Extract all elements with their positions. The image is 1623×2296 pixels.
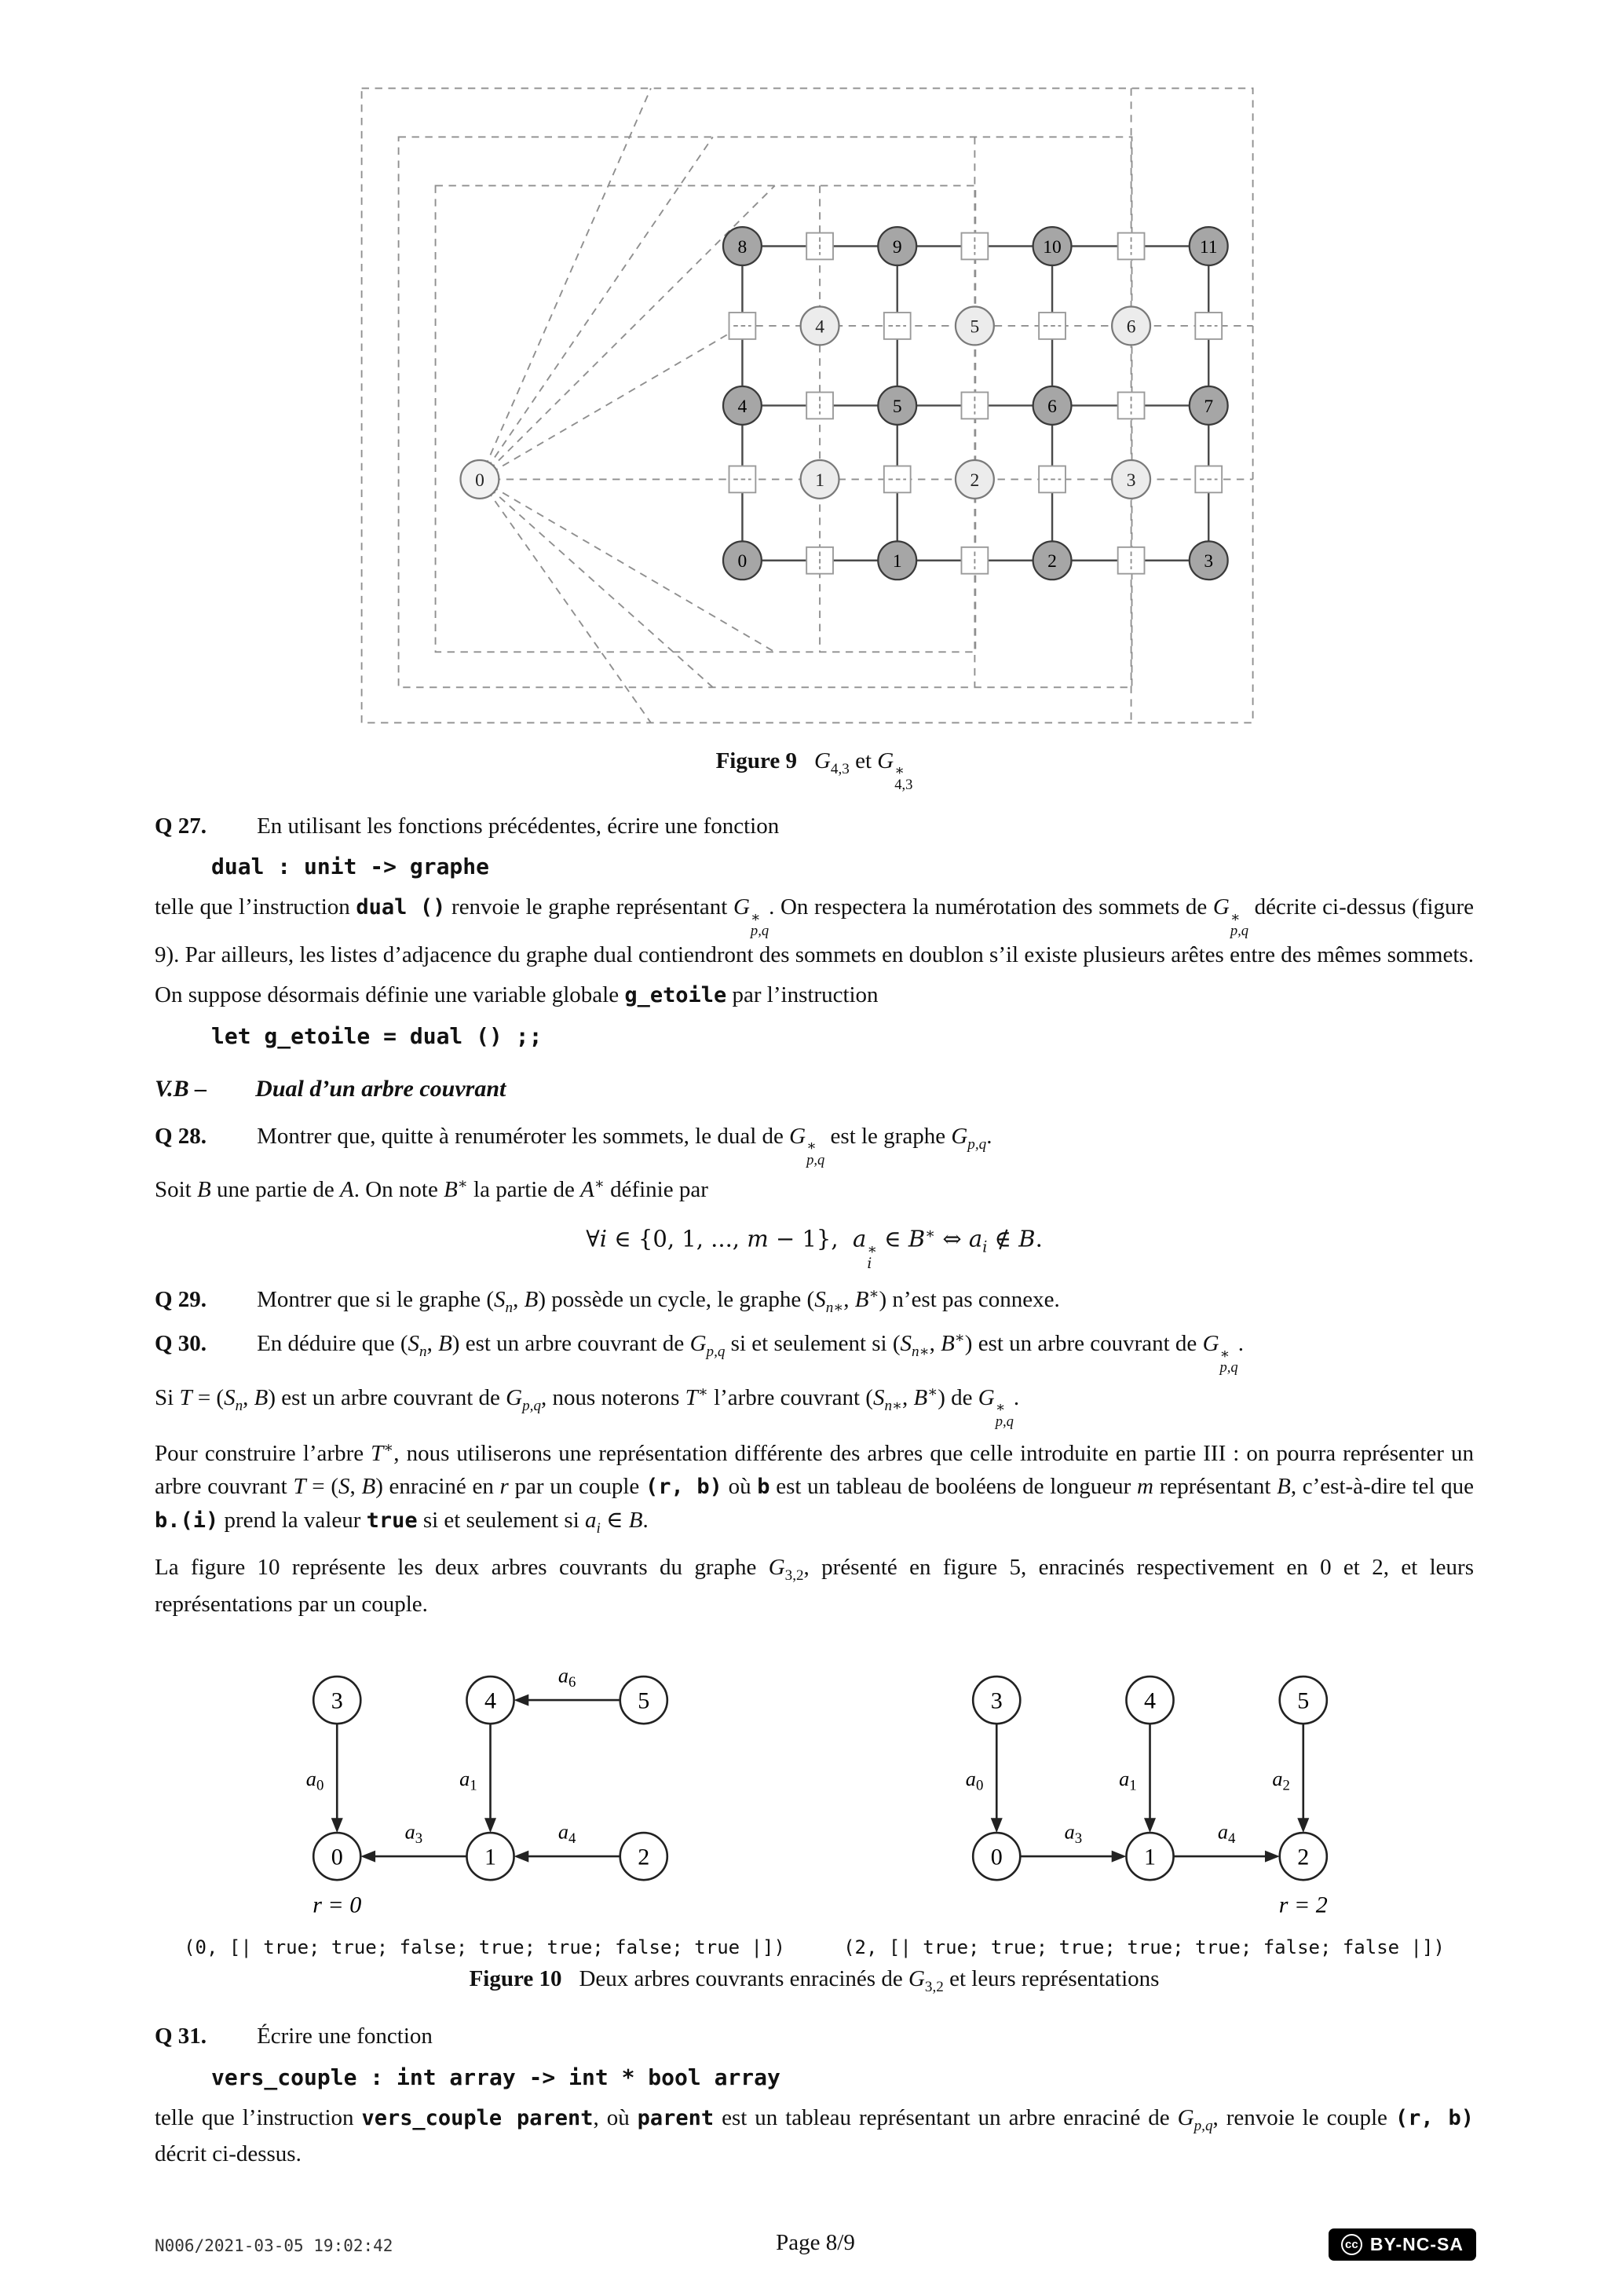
figure10-tree-rooted-2 <box>923 1641 1365 1930</box>
q30-label: Q 30. <box>155 1331 207 1357</box>
svg-text:a1: $a_1$ <box>459 1768 477 1795</box>
svg-text:1: 1 <box>892 551 902 572</box>
svg-text:a0: $a_0$ <box>305 1768 324 1795</box>
svg-text:a4: $a_4$ <box>557 1821 576 1848</box>
paragraph-pour: Pour construire l’arbre T∗, nous utiliserons une représentation différente des arbres que celle introduite en partie III : on pourra représenter un arbre couvrant T = (S, B) enraciné en r par un couple (r, b) où b est un tableau de booléens de longueur m représentant B, c’est-à-dire tel que b.(i) prend la valeur true si et seulement si $a_i$ ∈ B. <box>155 1439 1475 1537</box>
page-footer <box>155 2228 1476 2265</box>
paragraph-q29 <box>155 1283 1474 1319</box>
paragraph-soit: Soit B une partie de A. On note B∗ la partie de A∗ définie par <box>155 1175 708 1203</box>
q28-label: Q 28. <box>155 1123 207 1149</box>
paragraph-q30 <box>155 1327 1474 1375</box>
paragraph-fig10-intro: La figure 10 représente les deux arbres couvrants du graphe $G_{3,2}$, présenté en figure 5, enracinés respectivement en 0 et 2, et leurs représentations par un couple. <box>155 1555 1474 1617</box>
svg-text:3: 3 <box>1203 551 1213 572</box>
svg-text:4: 4 <box>484 1687 497 1714</box>
page-number: Page 8/9 <box>776 2230 855 2255</box>
section-vb-heading <box>155 1076 1474 1102</box>
svg-text:a1: $a_1$ <box>1119 1768 1137 1795</box>
tree1-couple-representation: (2, [| true; true; true; true; true; false; false |]) <box>843 1936 1445 1959</box>
paragraph-q31 <box>155 2020 1474 2053</box>
svg-text:3: 3 <box>990 1687 1003 1714</box>
q27-intro-text: En utilisant les fonctions précédentes, écrire une fonction <box>257 813 780 839</box>
svg-text:0: 0 <box>990 1844 1003 1870</box>
paragraph-q28 <box>155 1120 1474 1168</box>
figure10-caption-label: Figure 10 <box>469 1966 562 1992</box>
svg-text:0: 0 <box>474 470 484 491</box>
svg-text:5: 5 <box>638 1687 650 1714</box>
q29-text: Montrer que si le graphe ($S_n$, B) possède un cycle, le graphe ($S_{n∗}$, B∗) n’est pas connexe. <box>257 1285 1060 1317</box>
figure10 <box>155 1641 1474 1958</box>
svg-text:3: 3 <box>1126 470 1135 491</box>
figure10-left-tree <box>155 1641 814 1958</box>
svg-text:0: 0 <box>737 551 747 572</box>
svg-text:4: 4 <box>1144 1687 1157 1714</box>
svg-text:a4: $a_4$ <box>1217 1821 1236 1848</box>
svg-text:1: 1 <box>1144 1844 1157 1870</box>
q28-text: Montrer que, quitte à renuméroter les sommets, le dual de G ∗ p,q est le graphe $G_{p,q}$. <box>257 1123 992 1168</box>
paragraph-suppose: On suppose désormais définie une variable globale g_etoile par l’instruction <box>155 982 879 1007</box>
svg-text:0: 0 <box>331 1844 343 1870</box>
svg-text:2: 2 <box>638 1844 650 1870</box>
svg-text:2: 2 <box>970 470 979 491</box>
footer-version-stamp: N006/2021-03-05 19:02:42 <box>155 2236 393 2255</box>
q30-text: En déduire que ($S_n$, B) est un arbre couvrant de $G_{p,q}$ si et seulement si ($S_{n∗}$, B∗) est un arbre couvrant de G ∗ p,q . <box>257 1329 1244 1377</box>
figure9-grid-graph-diagram <box>342 69 1287 740</box>
svg-text:3: 3 <box>331 1687 343 1714</box>
svg-text:6: 6 <box>1126 316 1135 338</box>
svg-text:5: 5 <box>970 316 979 338</box>
figure9-caption-math: $G_{4,3}$ et G ∗ 4,3 <box>813 748 913 793</box>
svg-text:a3: $a_3$ <box>404 1821 423 1848</box>
code-dual-signature: dual : unit -> graphe <box>211 854 490 880</box>
svg-text:2: 2 <box>1047 551 1057 572</box>
section-vb-title: Dual d’un arbre couvrant <box>255 1075 506 1102</box>
figure9 <box>155 69 1474 792</box>
svg-text:1: 1 <box>814 470 824 491</box>
svg-text:4: 4 <box>737 396 747 417</box>
display-math-dual-edges: ∀i ∈ {0, 1, ..., m − 1}, a ∗ i ∈ B∗ ⇔ $a_i$ ∉ B. <box>586 1224 1043 1272</box>
svg-text:10: 10 <box>1042 236 1062 258</box>
svg-text:a3: $a_3$ <box>1064 1821 1083 1848</box>
q27-label: Q 27. <box>155 813 207 839</box>
figure10-caption <box>155 1966 1474 1996</box>
cc-icon <box>1341 2234 1362 2255</box>
figure10-caption-text: Deux arbres couvrants enracinés de $G_{3,2}$ et leurs représentations <box>579 1966 1160 1996</box>
svg-text:a6: $a_6$ <box>557 1665 576 1691</box>
cc-license-text: BY-NC-SA <box>1369 2234 1464 2254</box>
svg-text:a0: $a_0$ <box>965 1768 984 1795</box>
svg-text:4: 4 <box>814 316 824 338</box>
svg-text:7: 7 <box>1203 396 1213 417</box>
q31-label: Q 31. <box>155 2024 207 2049</box>
svg-text:r = 2: r = 2 <box>1278 1892 1328 1918</box>
paragraph-si: Si $T = (S_n$, B) est un arbre couvrant de $G_{p,q}$, nous noterons T∗ l’arbre couvrant ($S_{n∗}$, B∗) de G ∗ p,q . <box>155 1384 1020 1430</box>
svg-text:6: 6 <box>1047 396 1057 417</box>
cc-license-badge <box>1329 2228 1476 2261</box>
q31-intro-text: Écrire une fonction <box>257 2024 433 2049</box>
figure9-caption <box>155 748 1474 792</box>
code-g-etoile: let g_etoile = dual () ;; <box>211 1022 543 1049</box>
svg-text:a2: $a_2$ <box>1272 1768 1290 1795</box>
figure10-right-tree <box>814 1641 1474 1958</box>
svg-text:1: 1 <box>484 1844 497 1870</box>
svg-text:r = 0: r = 0 <box>313 1892 362 1918</box>
section-vb-number: V.B – <box>155 1075 207 1102</box>
paragraph-q31-body: telle que l’instruction vers_couple parent, où parent est un tableau représentant un arbre enraciné de $G_{p,q}$, renvoie le couple (r, b) décrit ci-dessus. <box>155 2105 1475 2167</box>
code-vers-couple-signature: vers_couple : int array -> int * bool array <box>211 2064 780 2091</box>
paragraph-q27-body: telle que l’instruction dual () renvoie le graphe représentant G ∗ p,q . On respectera la numérotation des sommets de G ∗ p,q décrite ci-dessus (figure 9). Par ailleurs, les listes d’adjacence du graphe dual contiendront des sommets en doublon s’il existe plusieurs arêtes entre des mêmes sommets. <box>155 894 1474 967</box>
svg-text:5: 5 <box>1297 1687 1310 1714</box>
cc-icon-letters: cc <box>1344 2238 1358 2251</box>
svg-text:2: 2 <box>1297 1844 1310 1870</box>
q29-label: Q 29. <box>155 1287 207 1313</box>
paragraph-q27-intro <box>155 810 1474 843</box>
svg-text:8: 8 <box>737 236 747 258</box>
figure9-caption-label: Figure 9 <box>715 748 797 773</box>
svg-text:11: 11 <box>1199 236 1218 258</box>
svg-text:9: 9 <box>892 236 902 258</box>
figure10-tree-rooted-0 <box>263 1641 706 1930</box>
tree0-couple-representation: (0, [| true; true; false; true; true; false; true |]) <box>184 1936 785 1959</box>
svg-text:5: 5 <box>892 396 902 417</box>
